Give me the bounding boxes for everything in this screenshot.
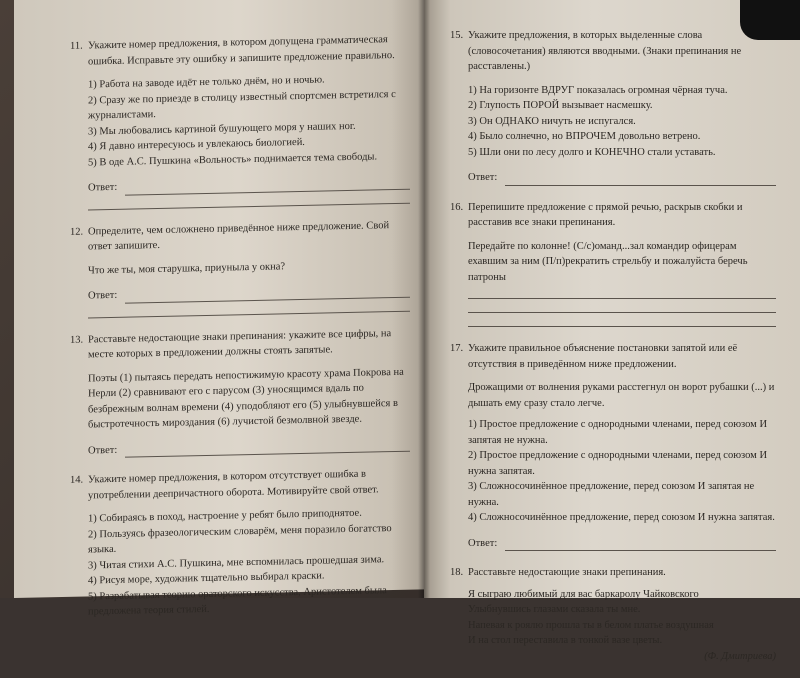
task-text: Передайте по колонне! (С/с)оманд...зал командир офицерам ехавшим за ним (П/п)рекратить стрельбу и пожалуйста беречь патроны [468, 240, 748, 283]
answer-field [88, 436, 410, 458]
right-page-content [450, 28, 776, 678]
task-text: Поэты (1) пытаясь передать непостижимую красоту храма Покрова на Нерли (2) сравнивают его с парусом (3) уносящимся вдаль по безбрежным волнам времени (4) уподобляют его (5) улыбнувшейся в быстротечность мироздания (6) лучистой безмолвной звезде. [88, 366, 404, 431]
answer-field [88, 174, 410, 196]
option-1: 1) Простое предложение с однородными членами, перед союзом И запятая не нужна. [468, 419, 768, 446]
option-1: 1) Собираясь в поход, настроение у ребят было приподнятое. [88, 507, 362, 525]
option-4: 4) Было солнечно, но ВПРОЧЕМ довольно ветрено. [468, 131, 701, 142]
task-number: 12. [70, 226, 84, 238]
task-number: 14. [70, 474, 84, 486]
task-number: 15. [450, 30, 464, 41]
answer-field [88, 282, 410, 304]
book-gutter [418, 0, 430, 598]
task-question: Укажите правильное объяснение постановки запятой или её отсутствия в приведённом ниже предложении. [468, 343, 738, 370]
task-question: Определите, чем осложнено приведённое ниже предложение. Свой ответ запишите. [88, 219, 390, 253]
task-number: 13. [70, 334, 84, 346]
left-page [14, 0, 424, 618]
option-4: 4) Я давно интересуюсь и увлекаюсь биологией. [88, 136, 305, 153]
task-question: Укажите предложения, в которых выделенные слова (словосочетания) являются вводными. (Знаки препинания не расставлены.) [468, 30, 742, 72]
option-2: 2) Простое предложение с однородными членами, перед союзом И нужна запятая. [468, 450, 768, 477]
task-16 [450, 200, 776, 328]
task-15 [450, 28, 776, 186]
option-3: 3) Мы любовались картиной бушующего моря у наших ног. [88, 120, 356, 137]
task-question: Укажите номер предложения, в котором отсутствует ошибка в употреблении деепричастного оборота. Мотивируйте свой ответ. [88, 468, 379, 501]
answer-field [468, 170, 776, 186]
answer-label: Ответ: [468, 537, 498, 549]
option-2: 2) Пользуясь фразеологическим словарём, меня поразило богатство языка. [88, 522, 392, 556]
option-5: 5) Шли они по лесу долго и КОНЕЧНО стали уставать. [468, 146, 716, 158]
answer-line-2 [468, 311, 776, 313]
task-question: Укажите номер предложения, в котором допущена грамматическая ошибка. Исправьте эту ошибку и запишите предложение правильно. [88, 34, 395, 67]
task-17 [450, 341, 776, 551]
answer-field [468, 536, 776, 552]
task-question: Расставьте недостающие знаки препинания: укажите все цифры, на месте которых в предложении должны стоять запятые. [88, 327, 392, 361]
option-1: 1) На горизонте ВДРУГ показалась огромная чёрная туча. [468, 84, 728, 96]
answer-label: Ответ: [88, 289, 118, 302]
option-4: 4) Рисуя море, художник тщательно выбирал краски. [88, 570, 325, 587]
option-2: 2) Глупость ПОРОЙ вызывает насмешку. [468, 100, 653, 111]
answer-line-3 [468, 325, 776, 327]
answer-line-extra [88, 309, 410, 318]
binder-clip [740, 0, 800, 40]
left-page-content [70, 32, 410, 635]
answer-line-extra [88, 201, 410, 210]
option-3: 3) Он ОДНАКО ничуть не испугался. [468, 115, 636, 127]
option-5: 5) В оде А.С. Пушкина «Вольность» поднимается тема свободы. [88, 150, 378, 168]
task-number: 18. [450, 567, 464, 578]
right-page [424, 0, 800, 662]
poem-line-4: И на стол переставила в тонкой вазе цветы. [468, 635, 663, 646]
task-text: Что же ты, моя старушка, приуныла у окна? [88, 260, 286, 276]
option-1: 1) Работа на заводе идёт не только днём, но и ночью. [88, 74, 325, 91]
option-3: 3) Читая стихи А.С. Пушкина, мне вспомнилась прошедшая зима. [88, 553, 385, 571]
task-11 [70, 32, 410, 211]
task-question: Перепишите предложение с прямой речью, раскрыв скобки и расставив все знаки препинания. [468, 201, 743, 228]
answer-line [125, 285, 410, 303]
answer-line [125, 440, 410, 458]
answer-label: Ответ: [88, 181, 118, 194]
task-number: 16. [450, 201, 464, 213]
answer-line [125, 177, 410, 195]
poem-line-1: Я сыграю любимый для вас баркаролу Чайковского [468, 588, 699, 600]
poem-line-2: Улыбнувшись глазами сказала ты мне. [468, 604, 641, 615]
answer-line [505, 539, 776, 551]
task-14 [70, 466, 410, 621]
task-number: 17. [450, 343, 464, 354]
answer-label: Ответ: [88, 444, 118, 456]
option-4: 4) Сложносочинённое предложение, перед союзом И нужна запятая. [468, 512, 775, 523]
task-question: Расставьте недостающие знаки препинания. [468, 567, 666, 578]
option-2: 2) Сразу же по приезде в столицу известный спортсмен встретился с журналистами. [88, 88, 396, 122]
poem-source: (Ф. Дмитриева) [704, 650, 776, 662]
answer-line-1 [468, 297, 776, 299]
answer-label: Ответ: [468, 172, 498, 183]
option-3: 3) Сложносочинённое предложение, перед союзом И запятая не нужна. [468, 481, 755, 508]
option-5: 5) Разрабатывая теорию ораторского искусства, Аристотелем была предложена теория стилей. [88, 584, 387, 618]
task-number: 11. [70, 40, 83, 52]
task-12 [70, 217, 410, 318]
poem-line-3: Напевая к роялю прошла ты в белом платье воздушная [468, 619, 714, 631]
task-18 [450, 565, 776, 664]
task-13 [70, 325, 410, 459]
answer-line [505, 174, 776, 186]
task-text: Дрожащими от волнения руками расстегнул он ворот рубашки (...) и дышать ему сразу стало легче. [468, 382, 775, 409]
